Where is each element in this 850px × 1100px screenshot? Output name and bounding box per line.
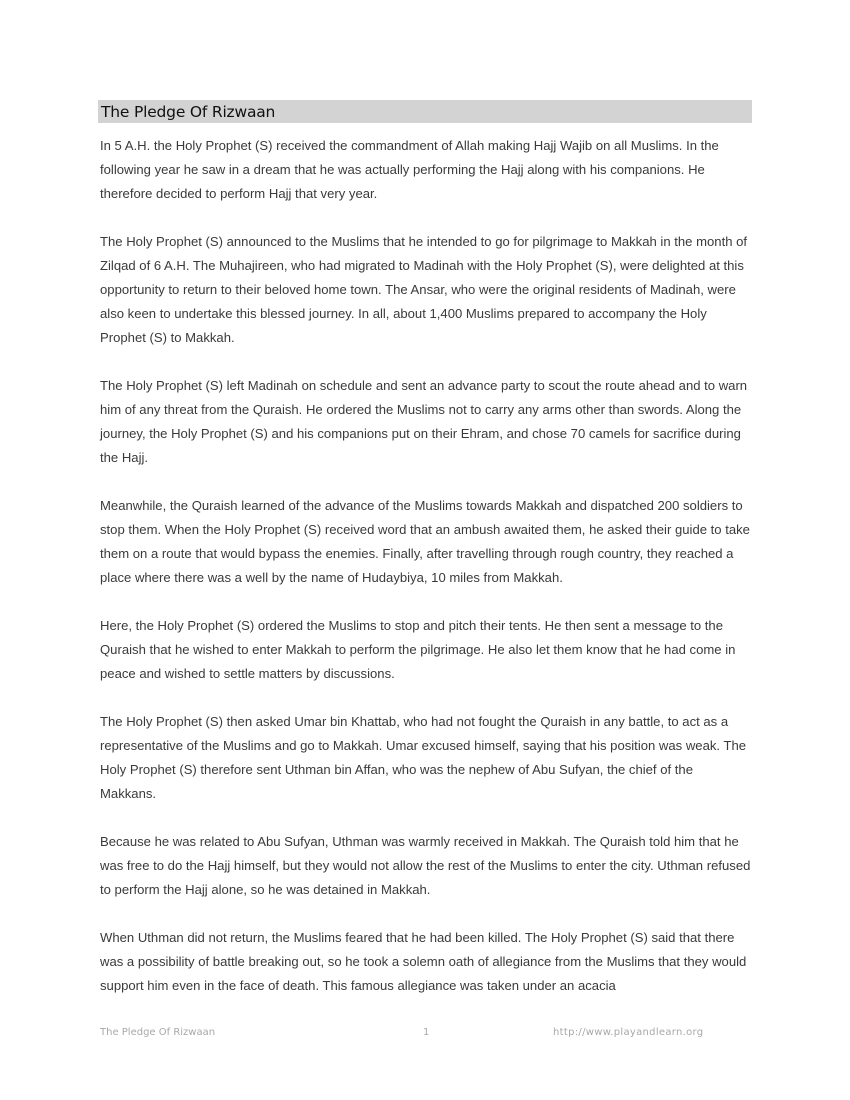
paragraph-5: Here, the Holy Prophet (S) ordered the Muslims to stop and pitch their tents. He then sent a message to the Quraish that he wished to enter Makkah to perform the pilgrimage. He also let them know that he had come in peace and wished to settle matters by discussions. <box>100 618 736 681</box>
paragraph-1: In 5 A.H. the Holy Prophet (S) received the commandment of Allah making Hajj Wajib on all Muslims. In the following year he saw in a dream that he was actually performing the Hajj along with his companions. He therefore decided to perform Hajj that very year. <box>100 138 719 201</box>
article-body <box>100 134 752 1022</box>
title-bar <box>98 100 752 123</box>
paragraph-2: The Holy Prophet (S) announced to the Muslims that he intended to go for pilgrimage to Makkah in the month of Zilqad of 6 A.H. The Muhajireen, who had migrated to Madinah with the Holy Prophet (S), were delighted at this opportunity to return to their beloved home town. The Ansar, who were the original residents of Madinah, were also keen to undertake this blessed journey. In all, about 1,400 Muslims prepared to accompany the Holy Prophet (S) to Makkah. <box>100 234 748 345</box>
footer-title: The Pledge Of Rizwaan <box>100 1027 216 1038</box>
paragraph-6: The Holy Prophet (S) then asked Umar bin Khattab, who had not fought the Quraish in any battle, to act as a representative of the Muslims and go to Makkah. Umar excused himself, saying that his position was weak. The Holy Prophet (S) therefore sent Uthman bin Affan, who was the nephew of Abu Sufyan, the chief of the Makkans. <box>100 714 747 801</box>
page-title: The Pledge Of Rizwaan <box>101 103 276 121</box>
footer-page-number: 1 <box>423 1027 430 1038</box>
paragraph-4: Meanwhile, the Quraish learned of the advance of the Muslims towards Makkah and dispatched 200 soldiers to stop them. When the Holy Prophet (S) received word that an ambush awaited them, he asked their guide to take them on a route that would bypass the enemies. Finally, after travelling through rough country, they reached a place where there was a well by the name of Hudaybiya, 10 miles from Makkah. <box>100 498 750 585</box>
footer-url: http://www.playandlearn.org <box>553 1027 704 1038</box>
paragraph-8: When Uthman did not return, the Muslims feared that he had been killed. The Holy Prophet (S) said that there was a possibility of battle breaking out, so he took a solemn oath of allegiance from the Muslims that they would support him even in the face of death. This famous allegiance was taken under an acacia <box>100 930 747 993</box>
page-footer <box>0 1024 850 1042</box>
paragraph-3: The Holy Prophet (S) left Madinah on schedule and sent an advance party to scout the route ahead and to warn him of any threat from the Quraish. He ordered the Muslims not to carry any arms other than swords. Along the journey, the Holy Prophet (S) and his companions put on their Ehram, and chose 70 camels for sacrifice during the Hajj. <box>100 378 748 465</box>
paragraph-7: Because he was related to Abu Sufyan, Uthman was warmly received in Makkah. The Quraish told him that he was free to do the Hajj himself, but they would not allow the rest of the Muslims to enter the city. Uthman refused to perform the Hajj alone, so he was detained in Makkah. <box>100 834 751 897</box>
